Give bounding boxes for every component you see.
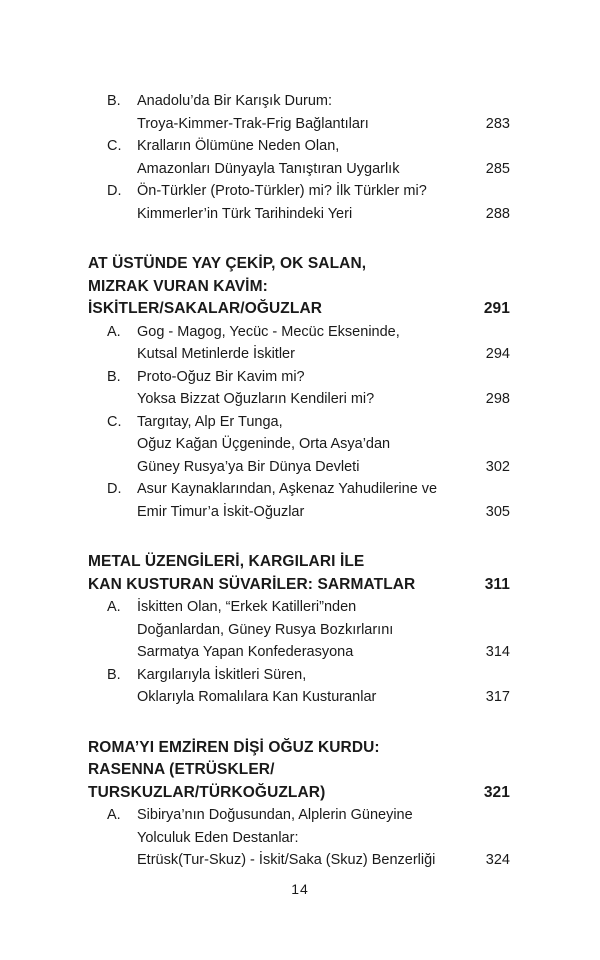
toc-entry[interactable]: [88, 135, 510, 180]
chapter-heading-line: TURSKUZLAR/TÜRKOĞUZLAR): [88, 783, 326, 801]
chapter-heading-line: AT ÜSTÜNDE YAY ÇEKİP, OK SALAN,: [88, 255, 367, 272]
entry-letter: A.: [107, 807, 121, 823]
entry-page-number: 283: [485, 115, 510, 132]
toc-entry[interactable]: [88, 596, 510, 664]
entry-title-line: Kralların Ölümüne Neden Olan,: [137, 138, 340, 154]
toc-section-kimmerler: [88, 90, 510, 225]
entry-title-line: Güney Rusya’ya Bir Dünya Devleti: [137, 458, 360, 475]
entry-title-line: Sarmatya Yapan Konfederasyona: [137, 644, 354, 660]
entry-page-number: 294: [485, 346, 510, 362]
entry-letter: D.: [107, 481, 122, 497]
entry-title-line: Amazonları Dünyayla Tanıştıran Uygarlık: [137, 160, 400, 177]
toc-entry[interactable]: [88, 90, 510, 135]
entry-title-line: Kutsal Metinlerde İskitler: [137, 346, 295, 362]
entry-title-line: Troya-Kimmer-Trak-Frig Bağlantıları: [137, 115, 369, 132]
entry-title-line: Yolculuk Eden Destanlar:: [137, 829, 299, 846]
toc-section-etruskler: [88, 737, 510, 872]
entry-letter: A.: [107, 599, 121, 615]
entry-title-line: İskitten Olan, “Erkek Katilleri”nden: [137, 599, 357, 615]
entry-title-line: Asur Kaynaklarından, Aşkenaz Yahudilerine ve: [137, 481, 438, 497]
entry-page-number: 298: [485, 391, 510, 407]
chapter-heading-line: ROMA’YI EMZİREN DİŞİ OĞUZ KURDU:: [88, 738, 380, 756]
toc-section-iskitler: [88, 253, 510, 523]
chapter-heading[interactable]: [88, 551, 510, 596]
toc-entry[interactable]: [88, 321, 510, 366]
entry-title-line: Anadolu’da Bir Karışık Durum:: [137, 93, 333, 109]
entry-title-line: Oklarıyla Romalılara Kan Kusturanlar: [137, 689, 377, 705]
entry-title-line: Emir Timur’a İskit-Oğuzlar: [137, 503, 305, 520]
toc-entry[interactable]: [88, 366, 510, 411]
entry-page-number: 285: [485, 160, 510, 177]
entry-title-line: Sibirya’nın Doğusundan, Alplerin Güneyine: [137, 807, 413, 823]
toc-entry[interactable]: [88, 411, 510, 479]
entry-letter: C.: [107, 413, 122, 430]
table-of-contents: [88, 90, 510, 872]
entry-title-line: Doğanlardan, Güney Rusya Bozkırlarını: [137, 621, 394, 638]
entry-page-number: 317: [485, 689, 510, 705]
entry-title-line: Etrüsk(Tur-Skuz) - İskit/Saka (Skuz) Benzerliği: [137, 852, 436, 868]
entry-title-line: Yoksa Bizzat Oğuzların Kendileri mi?: [137, 391, 375, 407]
chapter-heading[interactable]: [88, 737, 510, 805]
chapter-heading-line: RASENNA (ETRÜSKLER/: [88, 761, 275, 778]
page-number: 14: [291, 881, 309, 897]
entry-letter: C.: [107, 138, 122, 154]
toc-entry[interactable]: [88, 804, 510, 872]
toc-entry[interactable]: [88, 180, 510, 225]
entry-page-number: 302: [485, 458, 510, 475]
chapter-heading-line: İSKİTLER/SAKALAR/OĞUZLAR: [88, 300, 323, 317]
entry-page-number: 305: [485, 503, 510, 520]
entry-letter: B.: [107, 368, 121, 385]
entry-letter: B.: [107, 666, 121, 683]
chapter-page-number: 291: [483, 300, 510, 317]
entry-page-number: 314: [485, 644, 510, 660]
entry-title-line: Proto-Oğuz Bir Kavim mi?: [137, 368, 305, 385]
chapter-page-number: 311: [484, 575, 510, 593]
entry-title-line: Kimmerler’in Türk Tarihindeki Yeri: [137, 205, 353, 222]
chapter-heading-line: MIZRAK VURAN KAVİM:: [88, 277, 268, 295]
chapter-heading-line: METAL ÜZENGİLERİ, KARGILARI İLE: [88, 553, 365, 570]
entry-page-number: 324: [485, 852, 510, 868]
entry-page-number: 288: [485, 205, 510, 222]
toc-entry[interactable]: [88, 478, 510, 523]
entry-letter: B.: [107, 93, 121, 109]
chapter-heading[interactable]: [88, 253, 510, 321]
chapter-page-number: 321: [483, 783, 510, 801]
entry-letter: D.: [107, 183, 122, 199]
entry-title-line: Ön-Türkler (Proto-Türkler) mi? İlk Türkler mi?: [137, 183, 427, 199]
entry-title-line: Gog - Magog, Yecüc - Mecüc Ekseninde,: [137, 323, 400, 340]
entry-letter: A.: [107, 323, 121, 340]
chapter-heading-line: KAN KUSTURAN SÜVARİLER: SARMATLAR: [88, 575, 416, 593]
toc-entry[interactable]: [88, 664, 510, 709]
entry-title-line: Oğuz Kağan Üçgeninde, Orta Asya’dan: [137, 436, 391, 452]
entry-title-line: Kargılarıyla İskitleri Süren,: [137, 666, 307, 683]
entry-title-line: Targıtay, Alp Er Tunga,: [137, 413, 283, 430]
toc-section-sarmatlar: [88, 551, 510, 709]
